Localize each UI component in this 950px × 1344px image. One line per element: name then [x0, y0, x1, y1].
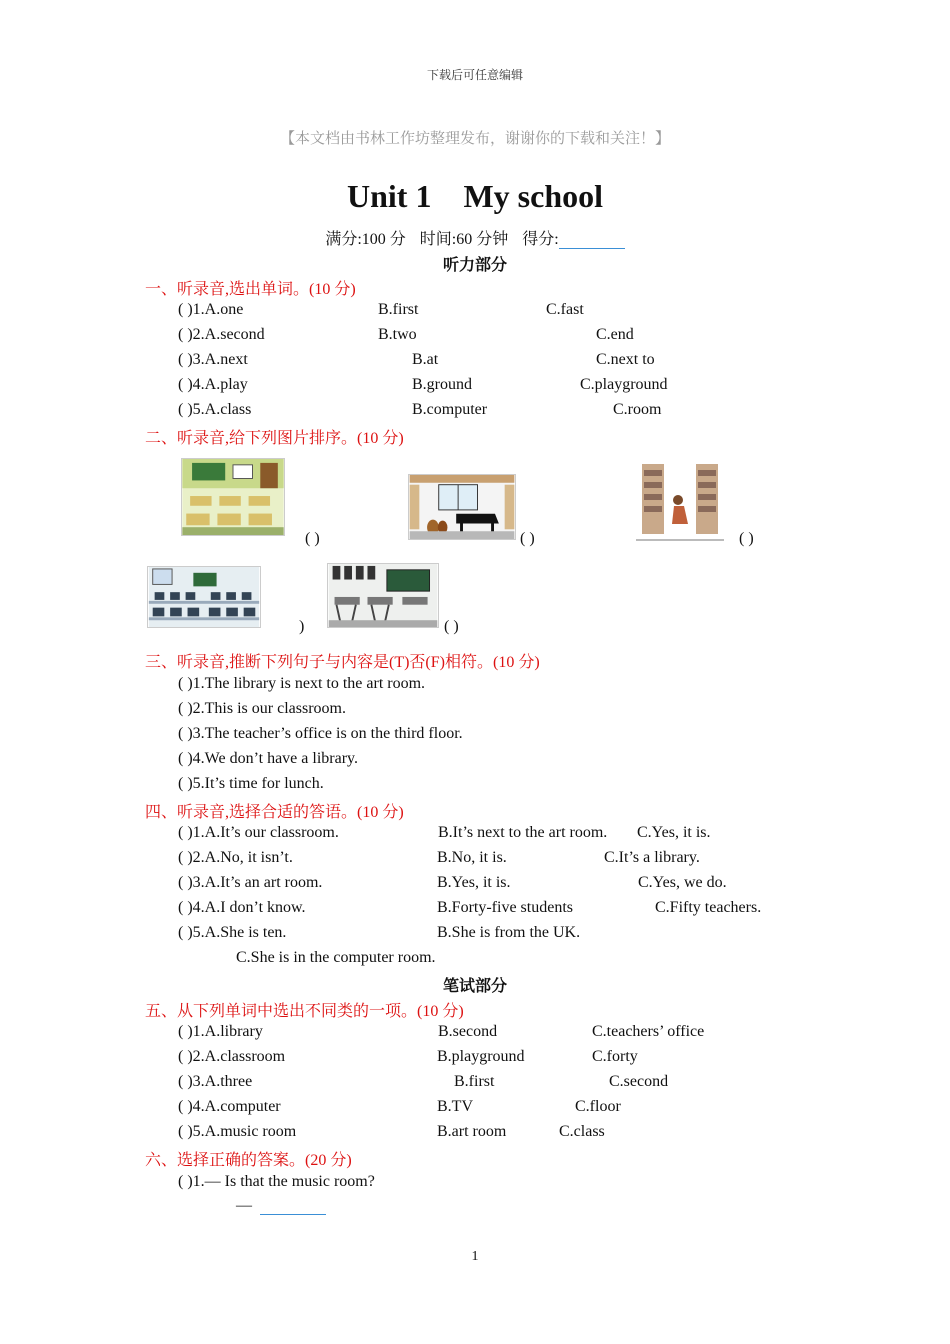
option-c: C.She is in the computer room.	[236, 949, 436, 966]
option-b: B.Forty-five students	[437, 899, 573, 916]
option-c: C.room	[613, 401, 662, 418]
option-c: C.Fifty teachers.	[655, 899, 762, 916]
option-b: B.two	[378, 326, 417, 343]
answer-dash: —	[236, 1197, 252, 1214]
option-c: C.forty	[592, 1048, 638, 1065]
library-picture	[636, 460, 724, 542]
option-b: B.art room	[437, 1123, 507, 1140]
option-c: C.playground	[580, 376, 668, 393]
answer-line	[236, 1197, 326, 1215]
answer-blank[interactable]: ( )	[739, 530, 754, 547]
option-b: B.She is from the UK.	[437, 924, 581, 941]
question: ( )3.A.It’s an art room.	[178, 874, 323, 891]
option-b: B.TV	[437, 1098, 473, 1115]
question: ( )4.A.computer	[178, 1098, 281, 1115]
score-label: 得分:	[522, 231, 559, 248]
question: ( )1.A.library	[178, 1023, 263, 1040]
option-b: B.second	[438, 1023, 498, 1040]
question: ( )5.A.She is ten.	[178, 924, 287, 941]
question: ( )5.A.music room	[178, 1123, 297, 1140]
computer-room-picture	[147, 566, 261, 628]
option-c: C.fast	[546, 301, 584, 318]
score-blank[interactable]	[559, 232, 625, 249]
option-c: C.second	[609, 1073, 669, 1090]
art-room-picture	[327, 563, 439, 628]
option-b: B.playground	[437, 1048, 525, 1065]
statement: ( )4.We don’t have a library.	[178, 750, 358, 767]
publisher-notice: 【本文档由书林工作坊整理发布，谢谢你的下载和关注！】	[279, 129, 670, 147]
section-2-title: 二、听录音,给下列图片排序。(10 分)	[145, 430, 404, 447]
exam-meta	[0, 226, 950, 249]
time-limit: 时间:60 分钟	[419, 231, 509, 248]
title-name: My school	[463, 178, 603, 214]
option-b: B.It’s next to the art room.	[438, 824, 608, 841]
option-c: C.next to	[596, 351, 655, 368]
music-room-picture	[408, 474, 516, 540]
question: ( )1.— Is that the music room?	[178, 1173, 375, 1190]
option-c: C.It’s a library.	[604, 849, 700, 866]
option-b: B.Yes, it is.	[437, 874, 511, 891]
question: ( )3.A.three	[178, 1073, 253, 1090]
section-1-title: 一、听录音,选出单词。(10 分)	[145, 281, 356, 298]
question: ( )3.A.next	[178, 351, 248, 368]
option-c: C.Yes, it is.	[637, 824, 711, 841]
question: ( )2.A.No, it isn’t.	[178, 849, 293, 866]
section-3-title: 三、听录音,推断下列句子与内容是(T)否(F)相符。(10 分)	[145, 654, 540, 671]
question: ( )1.A.It’s our classroom.	[178, 824, 339, 841]
option-c: C.teachers’ office	[592, 1023, 705, 1040]
page-title	[0, 178, 950, 215]
page-number: 1	[471, 1249, 479, 1264]
section-6-title: 六、选择正确的答案。(20 分)	[145, 1152, 352, 1169]
title-unit: Unit 1	[347, 178, 432, 214]
option-b: B.No, it is.	[437, 849, 507, 866]
option-b: B.ground	[412, 376, 472, 393]
header-note: 下载后可任意编辑	[426, 68, 523, 82]
answer-blank[interactable]: )	[299, 618, 305, 635]
classroom-picture	[181, 458, 285, 536]
answer-blank[interactable]: ( )	[305, 530, 320, 547]
option-c: C.class	[559, 1123, 605, 1140]
option-c: C.end	[596, 326, 634, 343]
listening-part-title: 听力部分	[442, 257, 507, 274]
statement: ( )3.The teacher’s office is on the third floor.	[178, 725, 463, 742]
answer-blank[interactable]: ( )	[520, 530, 535, 547]
answer-blank[interactable]: ( )	[444, 618, 459, 635]
statement: ( )1.The library is next to the art room.	[178, 675, 426, 692]
option-b: B.at	[412, 351, 439, 368]
question: ( )5.A.class	[178, 401, 252, 418]
option-b: B.first	[378, 301, 419, 318]
question: ( )2.A.second	[178, 326, 265, 343]
section-4-title: 四、听录音,选择合适的答语。(10 分)	[145, 804, 404, 821]
option-c: C.Yes, we do.	[638, 874, 727, 891]
answer-blank[interactable]	[260, 1198, 326, 1215]
statement: ( )5.It’s time for lunch.	[178, 775, 324, 792]
question: ( )4.A.I don’t know.	[178, 899, 306, 916]
question: ( )1.A.one	[178, 301, 244, 318]
option-b: B.first	[454, 1073, 495, 1090]
option-b: B.computer	[412, 401, 488, 418]
question: ( )4.A.play	[178, 376, 248, 393]
option-c: C.floor	[575, 1098, 621, 1115]
statement: ( )2.This is our classroom.	[178, 700, 346, 717]
section-5-title: 五、从下列单词中选出不同类的一项。(10 分)	[145, 1003, 464, 1020]
writing-part-title: 笔试部分	[442, 978, 507, 995]
question: ( )2.A.classroom	[178, 1048, 286, 1065]
full-score: 满分:100 分	[325, 231, 406, 248]
